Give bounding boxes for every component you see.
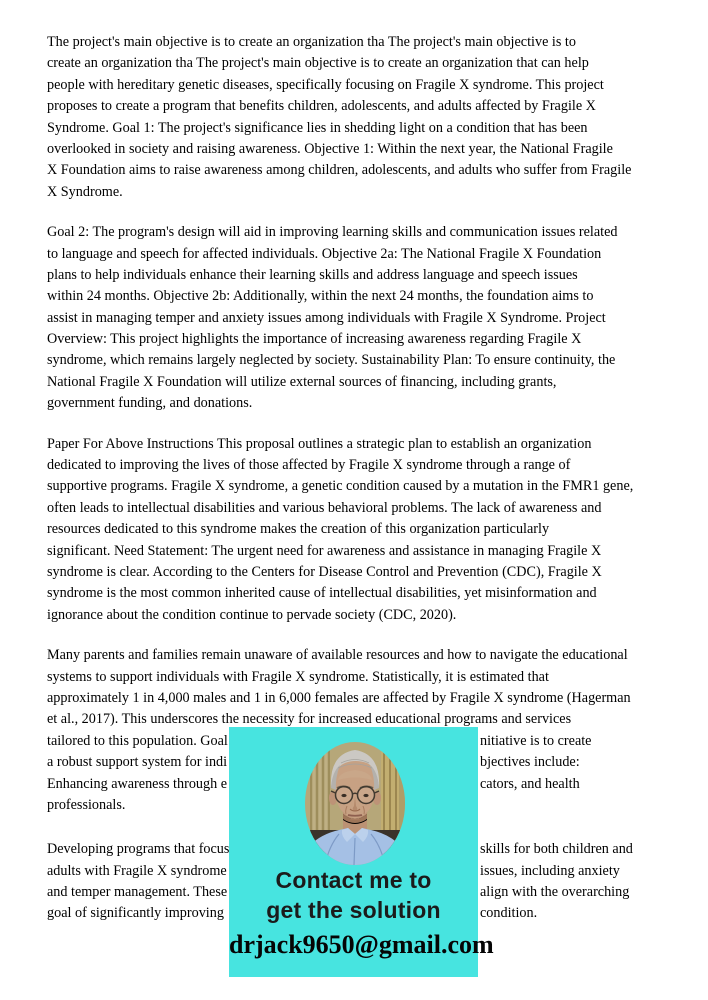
promo-headline-line2: get the solution <box>266 897 441 923</box>
text-line: X Syndrome. <box>47 183 123 200</box>
text-fragment-left: and temper management. These <box>47 884 228 901</box>
text-line: plans to help individuals enhance their learning skills and address language and speech issues <box>47 266 578 283</box>
text-fragment-right: nitiative is to create <box>480 732 592 749</box>
text-fragment-right: skills for both children and <box>480 841 633 858</box>
text-line: often leads to intellectual disabilities and various behavioral problems. The lack of awareness and <box>47 499 602 516</box>
paragraph <box>47 434 687 627</box>
text-line: people with hereditary genetic diseases, specifically focusing on Fragile X syndrome. This project <box>47 76 604 93</box>
text-fragment-left: tailored to this population. Goal <box>47 732 228 749</box>
text-line: to language and speech for affected individuals. Objective 2a: The National Fragile X Foundation <box>47 245 602 262</box>
text-line: Many parents and families remain unaware of available resources and how to navigate the educational <box>47 647 628 664</box>
text-line: government funding, and donations. <box>47 395 253 412</box>
text-fragment-left: Enhancing awareness through e <box>47 775 228 792</box>
text-line: syndrome is clear. According to the Centers for Disease Control and Prevention (CDC), Fragile X <box>47 563 602 580</box>
text-line: dedicated to improving the lives of those affected by Fragile X syndrome through a range of <box>47 457 571 474</box>
text-line: significant. Need Statement: The urgent need for awareness and assistance in managing Fragile X <box>47 542 602 559</box>
text-fragment-right: condition. <box>480 905 538 922</box>
text-line: syndrome, which remains largely neglected by society. Sustainability Plan: To ensure continuity, the <box>47 352 616 369</box>
text-line: et al., 2017). This underscores the necessity for increased educational programs and services <box>47 711 572 728</box>
text-line: syndrome is the most common inherited cause of intellectual disabilities, yet misinformation and <box>47 585 597 602</box>
text-line: proposes to create a program that benefits children, adolescents, and adults affected by Fragile X <box>47 98 596 115</box>
text-line: systems to support individuals with Fragile X syndrome. Statistically, it is estimated that <box>47 668 549 685</box>
text-line: assist in managing temper and anxiety issues among individuals with Fragile X Syndrome. Project <box>47 309 606 326</box>
text-line: supportive programs. Fragile X syndrome, a genetic condition caused by a mutation in the FMR1 gene, <box>47 478 634 495</box>
text-fragment-right: issues, including anxiety <box>480 862 620 879</box>
text-line: approximately 1 in 4,000 males and 1 in 6,000 females are affected by Fragile X syndrome (Hagerman <box>47 689 631 706</box>
promo-headline-line1: Contact me to <box>275 867 432 893</box>
text-line: X Foundation aims to raise awareness among children, adolescents, and adults who suffer from Fragile <box>47 162 632 179</box>
text-line: ignorance about the condition continue to pervade society (CDC, 2020). <box>47 606 457 623</box>
promo-headline <box>229 865 478 925</box>
promo-overlay <box>229 727 494 977</box>
paragraph <box>47 222 687 415</box>
text-line: Paper For Above Instructions This proposal outlines a strategic plan to establish an organization <box>47 435 592 452</box>
text-fragment-right: align with the overarching <box>480 884 630 901</box>
text-fragment-right: bjectives include: <box>480 754 580 771</box>
text-fragment-right: cators, and health <box>480 775 580 792</box>
text-fragment-left: adults with Fragile X syndrome <box>47 862 227 879</box>
text-line: create an organization tha The project's main objective is to create an organization that can help <box>47 55 589 72</box>
text-line: National Fragile X Foundation will utilize external sources of financing, including grants, <box>47 373 557 390</box>
text-fragment-left: goal of significantly improving <box>47 905 224 922</box>
text-fragment-left: a robust support system for indi <box>47 754 228 771</box>
paragraph <box>47 32 687 203</box>
text-line: Goal 2: The program's design will aid in improving learning skills and communication issues related <box>47 224 618 241</box>
text-line: professionals. <box>47 796 126 813</box>
text-line: Overview: This project highlights the importance of increasing awareness regarding Fragile X <box>47 331 582 348</box>
text-line: resources dedicated to this syndrome makes the creation of this organization particularly <box>47 521 550 538</box>
text-line: within 24 months. Objective 2b: Additionally, within the next 24 months, the foundation aims to <box>47 288 594 305</box>
text-line: Syndrome. Goal 1: The project's significance lies in shedding light on a condition that has been <box>47 119 588 136</box>
promo-email: drjack9650@gmail.com <box>229 930 494 959</box>
portrait-photo <box>305 742 405 865</box>
text-line: The project's main objective is to create an organization tha The project's main objective is to <box>47 34 576 50</box>
text-line: overlooked in society and raising awareness. Objective 1: Within the next year, the National Fragile <box>47 140 613 157</box>
text-fragment-left: Developing programs that focus <box>47 841 230 858</box>
